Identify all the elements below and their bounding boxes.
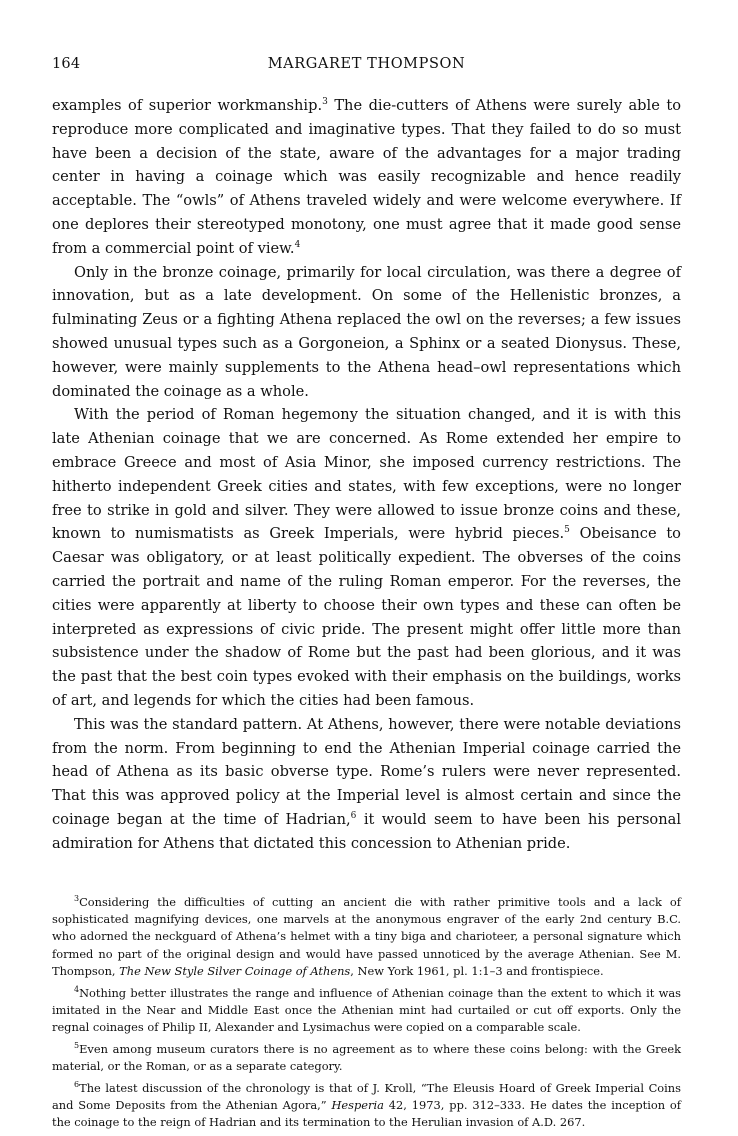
paragraph-text: it would seem to have been his personal admiration for Athens that dictated this concession to Athenian pride. bbox=[52, 810, 681, 852]
footnote-number: 5 bbox=[74, 1040, 80, 1050]
paragraph bbox=[52, 94, 681, 261]
page bbox=[52, 56, 681, 1136]
footnote bbox=[52, 894, 681, 981]
footnote-ref: 6 bbox=[350, 810, 357, 821]
footnote-title: Hesperia bbox=[331, 1097, 384, 1112]
footnote-number: 4 bbox=[74, 984, 80, 994]
page-header bbox=[52, 56, 681, 76]
page-number: 164 bbox=[52, 56, 81, 72]
footnote bbox=[52, 1080, 681, 1132]
footnote bbox=[52, 985, 681, 1037]
footnote-text: 42, 1973, pp. 312–333. He dates the inception of the coinage to the reign of Hadrian and its termination to the Herulian invasion of bbox=[52, 1097, 681, 1130]
footnote-text: 267. bbox=[556, 1115, 586, 1130]
footnote-text: Considering the difficulties of cutting an ancient die with rather primitive tools and a lack of sophisticated magnifying devices, one marvels at the anonymous engraver of the early 2nd century bbox=[52, 894, 681, 926]
footnote-text: who adorned the neckguard of Athena’s helmet with a tiny biga and charioteer, a personal signature which formed no part of the original design and would have passed unnoticed by the average Athenian. See M. Thompson, bbox=[52, 929, 681, 979]
paragraph-text: examples of superior workmanship. bbox=[52, 97, 323, 114]
body-text bbox=[52, 94, 681, 856]
paragraph-text: The die-cutters of Athens were surely able to reproduce more complicated and imaginative types. That they failed to do so must have been a decision of the state, aware of the advantages for a major trading center in having a coinage which was easily recognizable and hence readily acceptable. The “owls” of Athens traveled widely and were welcome everywhere. If one deplores their stereotyped monotony, one must agree that it made good sense from a commercial point of view. bbox=[52, 97, 681, 257]
footnote-text: Even among museum curators there is no agreement as to where these coins belong: with the Greek material, or the Roman, or as a separate category. bbox=[52, 1041, 681, 1074]
paragraph-text: Obeisance to Caesar was obligatory, or at least politically expedient. The obverses of the coins carried the portrait and name of the ruling Roman emperor. For the reverses, the cities were apparently at liberty to choose their own types and these can often be interpreted as expressions of civic pride. The present might offer little more than subsistence under the shadow of Rome but the past had been glorious, and it was the past that the best coin types evoked with their emphasis on the buildings, works of art, and legends for which the cities had been famous. bbox=[52, 525, 681, 709]
paragraph bbox=[52, 403, 681, 712]
paragraph bbox=[52, 261, 681, 404]
paragraph bbox=[52, 713, 681, 856]
paragraph-text: Only in the bronze coinage, primarily for local circulation, was there a degree of innovation, but as a late development. On some of the Hellenistic bronzes, a fulminating Zeus or a fighting Athena replaced the owl on the reverses; a few issues showed unusual types such as a Gorgoneion, a Sphinx or a seated Dionysus. These, however, were mainly supplements to the Athena head–owl representations which dominated the coinage as a whole. bbox=[52, 263, 681, 400]
paragraph-text: With the period of Roman hegemony the situation changed, and it is with this late Athenian coinage that we are concerned. As Rome extended her empire to embrace Greece and most of Asia Minor, she imposed currency restrictions. The hitherto independent Greek cities and states, with few exceptions, were no longer free to strike in gold and silver. They were allowed to issue bronze coins and these, known to numismatists as Greek Imperials, were hybrid pieces. bbox=[52, 406, 681, 543]
footnote-ref: 5 bbox=[564, 525, 570, 536]
footnote-number: 3 bbox=[74, 893, 80, 903]
footnote-number: 6 bbox=[74, 1079, 80, 1089]
paragraph-text: This was the standard pattern. At Athens, however, there were notable deviations from the norm. From beginning to end the Athenian Imperial coinage carried the head of Athena as its basic obverse type. Rome’s rulers were never represented. That this was approved policy at the Imperial level is almost certain and since the coinage began at the time of Hadrian, bbox=[52, 715, 681, 828]
footnote-ref: 3 bbox=[322, 97, 328, 107]
running-head: MARGARET THOMPSON bbox=[267, 56, 466, 72]
footnote-ref: 4 bbox=[294, 239, 301, 250]
footnote bbox=[52, 1041, 681, 1076]
footnote-text: The latest discussion of the chronology is that of J. Kroll, “The Eleusis Hoard of Greek Imperial Coins and Some Deposits from the Athenian Agora,” bbox=[52, 1080, 681, 1112]
footnote-era: A.D. bbox=[532, 1115, 557, 1130]
footnote-era: B.C. bbox=[657, 911, 681, 926]
footnote-title: The New Style Silver Coinage of Athens bbox=[119, 964, 351, 979]
footnotes bbox=[52, 894, 681, 1132]
footnote-text: Nothing better illustrates the range and influence of Athenian coinage than the extent to which it was imitated in the Near and Middle East once the Athenian mint had curtailed or cut off exports. Only the regnal coinages of Philip II, Alexander and Lysimachus were copied on a comparable scale. bbox=[52, 985, 681, 1035]
footnote-text: , New York 1961, pl. 1:1–3 and frontispiece. bbox=[350, 964, 604, 979]
